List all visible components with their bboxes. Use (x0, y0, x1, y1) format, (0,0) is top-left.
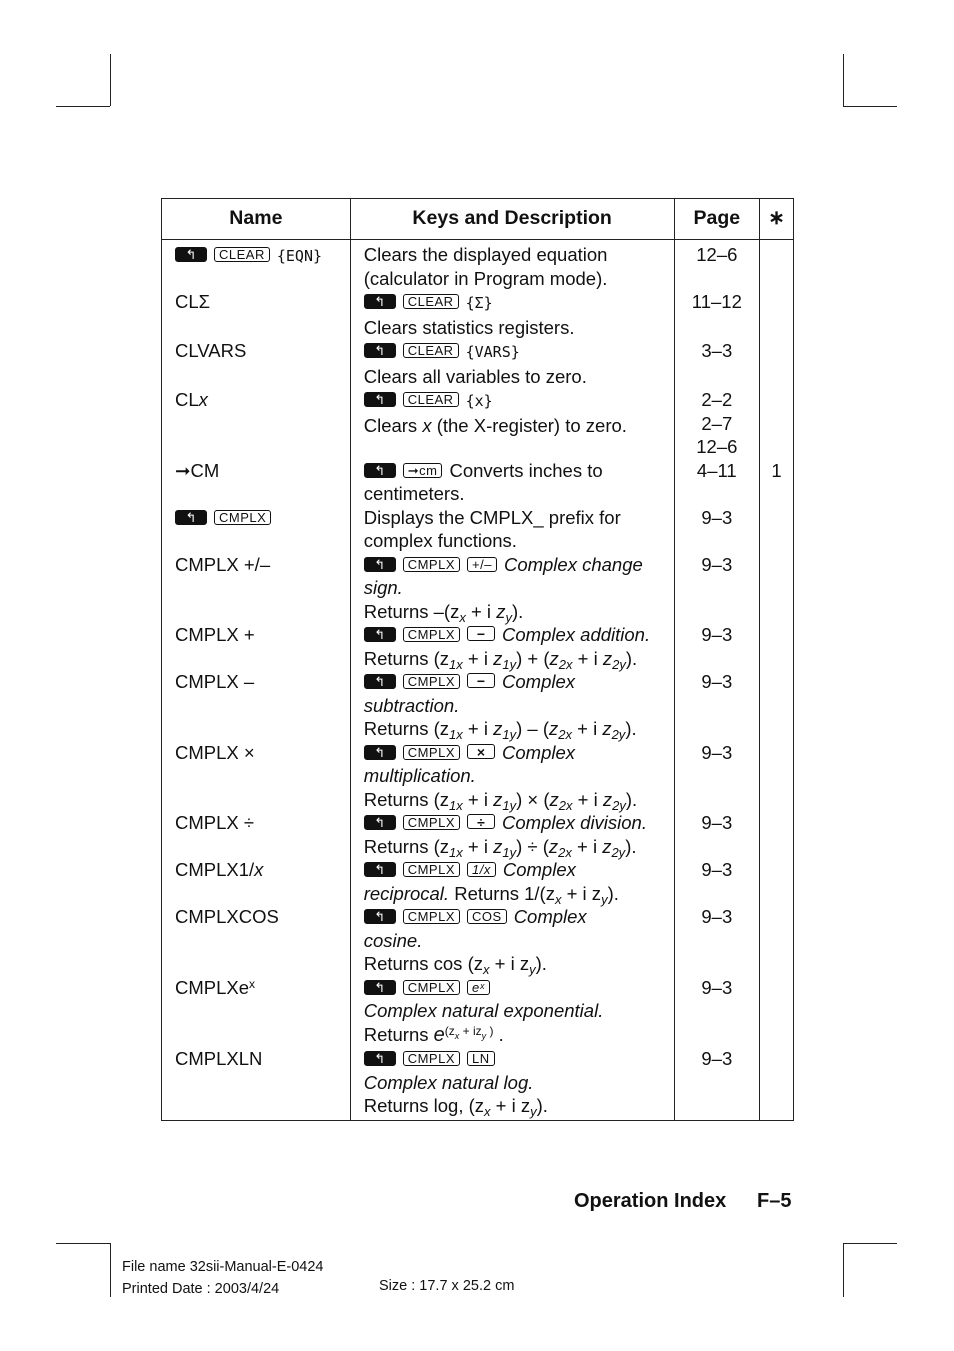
crop-mark (110, 54, 111, 106)
cm-key: ➞cm (403, 463, 443, 478)
shift-key-icon (175, 510, 207, 525)
shift-key-icon (175, 247, 207, 262)
crop-mark (843, 106, 897, 107)
cmplx-key: CMPLX (403, 909, 460, 924)
cmplx-key: CMPLX (403, 862, 460, 877)
crop-mark (843, 1243, 844, 1297)
divide-key: ÷ (467, 814, 495, 829)
table-row: ↰CLEAR {EQN} Clears the displayed equation (calculator in Program mode). 12–6 (162, 240, 794, 291)
times-key: × (467, 744, 495, 759)
footer-page-number: F–5 (757, 1190, 792, 1212)
crop-mark (110, 1243, 111, 1297)
table-row: CMPLX – ↰ CMPLX − Complex subtraction. Returns ($z_{1x} + i$ $z_{1y}) - (z_{2x} + i$ $z_{2y}$). 9–3 (162, 670, 794, 741)
cmplx-key: CMPLX (403, 815, 460, 830)
table-row: CMPLX × ↰ CMPLX × Complex multiplication. Returns ($z_{1x} + i$ $z_{1y}) \times (z_{2x} + i$ $z_{2y}$). 9–3 (162, 741, 794, 812)
shift-key-icon (364, 557, 396, 572)
shift-key-icon (364, 745, 396, 760)
minus-key: − (467, 673, 495, 688)
table-row: ↰CMPLX Displays the CMPLX_ prefix for complex functions. 9–3 (162, 506, 794, 553)
clear-key: CLEAR (403, 294, 459, 309)
table-row: CMPLXCOS ↰ CMPLX COS Complex cosine. Returns $\cos (z_x + i$ $z_y$). 9–3 (162, 905, 794, 976)
ln-key: LN (467, 1051, 495, 1066)
shift-key-icon (364, 909, 396, 924)
footer-section-title: Operation Index (574, 1190, 727, 1212)
exp-key: eˣ (467, 980, 490, 995)
crop-mark (843, 54, 844, 106)
table-row: CLVARS ↰ CLEAR {VARS} Clears all variables to zero. 3–3 (162, 339, 794, 388)
cmplx-key: CMPLX (403, 627, 460, 642)
chs-key: +/– (467, 557, 497, 572)
shift-key-icon (364, 392, 396, 407)
clear-key: CLEAR (214, 247, 270, 262)
clear-key: CLEAR (403, 343, 459, 358)
shift-key-icon (364, 1051, 396, 1066)
cmplx-key: CMPLX (403, 674, 460, 689)
table-row: CMPLX + ↰ CMPLX − Complex addition. Returns ($z_{1x} + i$ $z_{1y}) + (z_{2x} + i$ $z_{2y}$). 9–3 (162, 623, 794, 670)
plus-key: − (467, 626, 495, 641)
shift-key-icon (364, 862, 396, 877)
shift-key-icon (364, 627, 396, 642)
table-row: CLx ↰ CLEAR {x} Clears x (the X-register) to zero. 2–2 2–7 12–6 (162, 388, 794, 459)
table-row: CMPLX +/– ↰ CMPLX +/– Complex change sign. Returns $-(z_x + i$ $z_y$). 9–3 (162, 553, 794, 624)
shift-key-icon (364, 463, 396, 478)
cmplx-key: CMPLX (214, 510, 271, 525)
crop-mark (843, 1243, 897, 1244)
crop-mark (56, 106, 110, 107)
table-header (162, 199, 794, 240)
shift-key-icon (364, 294, 396, 309)
header-page: Page (674, 199, 760, 240)
operation-index-table (161, 198, 794, 1121)
file-info (122, 1256, 324, 1300)
cos-key: COS (467, 909, 507, 924)
header-star: ∗ (760, 199, 794, 240)
shift-key-icon (364, 815, 396, 830)
clear-key: CLEAR (403, 392, 459, 407)
shift-key-icon (364, 674, 396, 689)
shift-key-icon (364, 343, 396, 358)
table-row: CMPLX ÷ ↰ CMPLX ÷ Complex division. Returns ($z_{1x} + i$ $z_{1y}) \div (z_{2x} + i$ $z_{2y}$). 9–3 (162, 811, 794, 858)
cmplx-key: CMPLX (403, 745, 460, 760)
cmplx-key: CMPLX (403, 557, 460, 572)
header-name: Name (162, 199, 351, 240)
shift-key-icon (364, 980, 396, 995)
table-row: ➞CM ↰ ➞cm Converts inches to centimeters. 4–11 1 (162, 459, 794, 506)
crop-mark (56, 1243, 110, 1244)
printed-date: Printed Date : 2003/4/24 (122, 1281, 280, 1297)
file-name: File name 32sii-Manual-E-0424 (122, 1259, 324, 1275)
header-keys: Keys and Description (350, 199, 674, 240)
table-row: CMPLXe$^x$ ↰ CMPLX eˣ Complex natural exponential. Returns $e^{(z_x + iz_y )}$ . 9–3 (162, 976, 794, 1048)
reciprocal-key: 1/x (467, 862, 496, 877)
table-row: CLΣ ↰ CLEAR {Σ} Clears statistics registers. 11–12 (162, 290, 794, 339)
table-row: CMPLXLN ↰ CMPLX LN Complex natural log. Returns log, ($z_x + i$ $z_y$). 9–3 (162, 1047, 794, 1120)
cmplx-key: CMPLX (403, 1051, 460, 1066)
cmplx-key: CMPLX (403, 980, 460, 995)
table-row: CMPLX1/x ↰ CMPLX 1/x Complex reciprocal. Returns $1/(z_x + i$ $z_y$). 9–3 (162, 858, 794, 905)
page-size: Size : 17.7 x 25.2 cm (379, 1278, 515, 1294)
